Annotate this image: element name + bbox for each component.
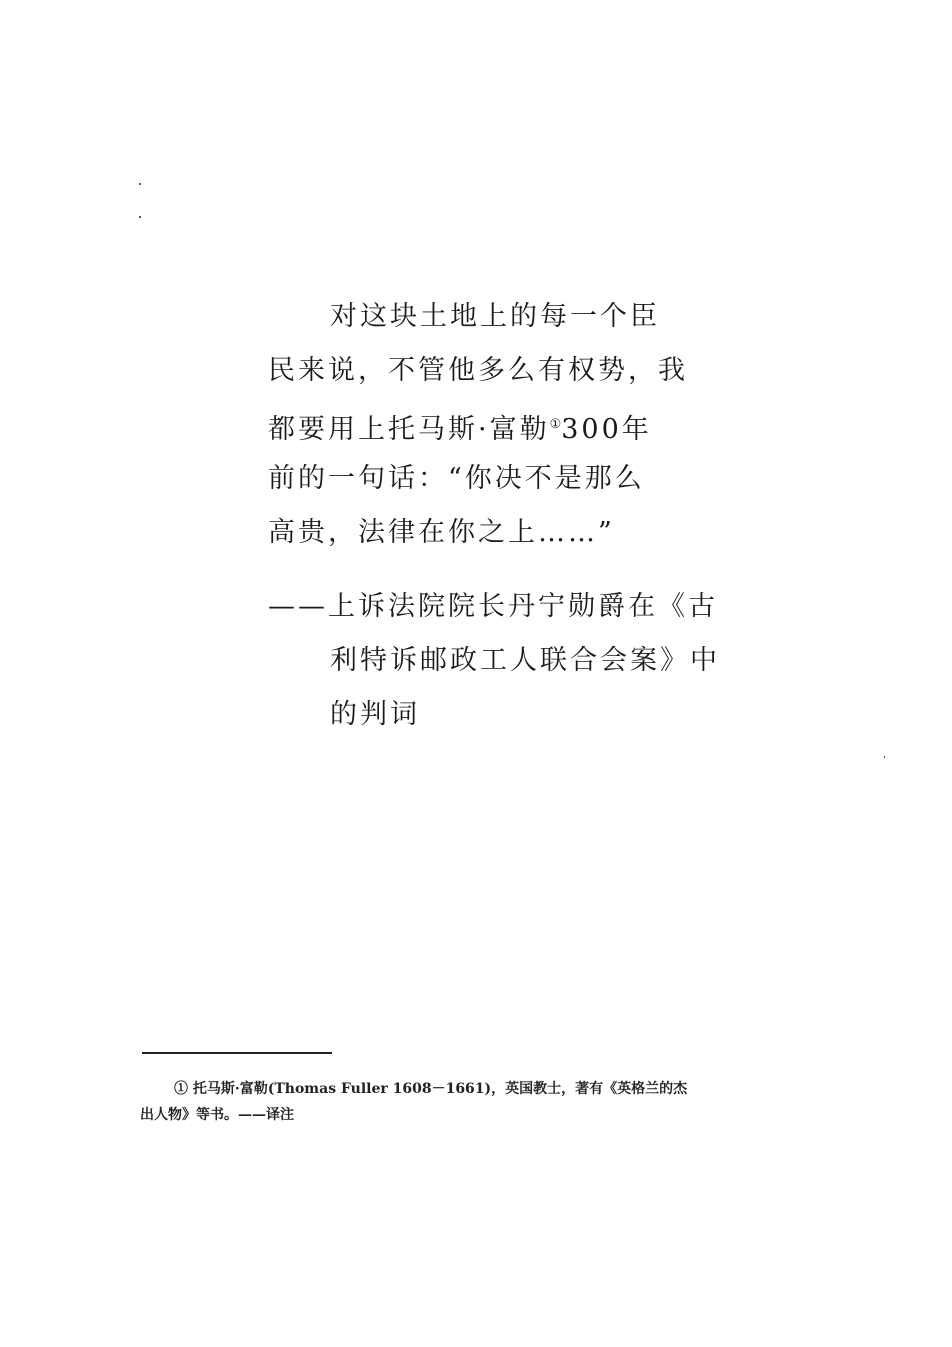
epigraph-line: 民来说，不管他多么有权势，我 [268, 355, 688, 386]
epigraph-line: 对这块土地上的每一个臣 [330, 301, 660, 332]
scan-speck [884, 756, 885, 758]
attribution-line: ——上诉法院院长丹宁勋爵在《古 [268, 591, 718, 622]
epigraph-line [268, 398, 698, 452]
footnote-line: ① 托马斯·富勒(Thomas Fuller 1608－1661)，英国教士，著有《英格兰的杰 [174, 1081, 688, 1097]
footnote-reference-mark: ① [549, 417, 562, 432]
epigraph-line-text: 都要用上托马斯·富勒 [268, 414, 550, 445]
attribution-line: 利特诉邮政工人联合会案》中 [330, 645, 720, 676]
footnote-separator [142, 1052, 332, 1054]
scan-speck [139, 216, 141, 218]
epigraph-line-tail: 300年 [561, 414, 652, 445]
footnote [140, 1076, 830, 1128]
epigraph-quote [268, 290, 698, 560]
attribution-line: 的判词 [330, 699, 420, 730]
epigraph-line: 高贵，法律在你之上……” [268, 517, 615, 548]
epigraph-attribution [268, 580, 768, 742]
epigraph-line: 前的一句话：“你决不是那么 [268, 463, 645, 494]
scan-speck [139, 183, 141, 185]
footnote-line: 出人物》等书。——译注 [140, 1107, 294, 1123]
